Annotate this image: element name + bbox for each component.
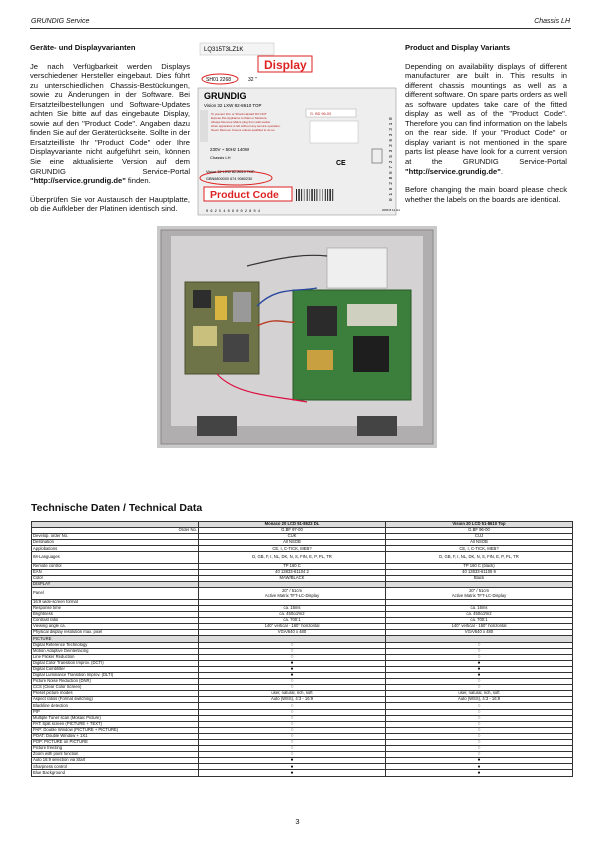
- row-label: Multiple Tuner scan (Mosaic Picture): [32, 715, 199, 721]
- row-label: DISPLAY: [32, 582, 199, 588]
- row-value-vision: G.BF 96-00: [386, 528, 573, 534]
- english-paragraph-2: Before changing the main board please check whether the labels on the boards are identical.: [405, 185, 567, 204]
- row-value-monaco: ●: [199, 666, 386, 672]
- row-value-vision: ○: [386, 752, 573, 758]
- row-value-monaco: ○: [199, 721, 386, 727]
- row-value-monaco: ○: [199, 679, 386, 685]
- row-value-vision: ○: [386, 642, 573, 648]
- sheet-code: SH01 2268: [206, 77, 232, 83]
- row-value-monaco: ○: [199, 740, 386, 746]
- serial-line-1: Vision 32 LXW 82-8610 TOP: [206, 170, 255, 174]
- german-column: [30, 43, 190, 223]
- row-value-monaco: ○: [199, 709, 386, 715]
- row-label: Applobations: [32, 546, 199, 552]
- technical-data-title: Technische Daten / Technical Data: [31, 502, 203, 514]
- row-value-monaco: ○: [199, 752, 386, 758]
- header-cell-monaco: Monaco 20 LCD 51-8622 DL: [199, 522, 386, 528]
- row-label: PIP: [32, 709, 199, 715]
- row-value-monaco: ●: [199, 770, 386, 776]
- row-label: Destination: [32, 540, 199, 546]
- technical-data-table: [31, 521, 573, 777]
- label-date: 2006 8 11 G1: [382, 208, 400, 212]
- row-label: Order No.: [32, 528, 199, 534]
- row-value-vision: ●: [386, 770, 573, 776]
- row-value-vision: ○: [386, 679, 573, 685]
- row-label: Digital Combfilter: [32, 666, 199, 672]
- row-value-vision: ○: [386, 715, 573, 721]
- ce-mark: CE: [336, 160, 346, 167]
- row-value-vision: Auto (WSS), 4:3 - 16:9: [386, 697, 573, 703]
- product-code-callout: Product Code: [210, 189, 279, 201]
- row-value-monaco: ●: [199, 672, 386, 678]
- row-value-vision: ca. 16ms: [386, 605, 573, 611]
- panel-code: LQ315T3LZ1K: [204, 47, 244, 53]
- row-value-monaco: CE, I, C-TICK, MEB?: [199, 546, 386, 552]
- row-value-vision: 140° vertical · 160° horizontal: [386, 624, 573, 630]
- row-label: POAT: Double Window + 1X1: [32, 733, 199, 739]
- row-value-monaco: VGA/640 x 480: [199, 630, 386, 636]
- row-value-vision: ○: [386, 654, 573, 660]
- row-label: Blue Background: [32, 770, 199, 776]
- row-label: Panel: [32, 588, 199, 600]
- row-value-monaco: 40 13833-61104 2: [199, 570, 386, 576]
- row-value-vision: ●: [386, 660, 573, 666]
- warning-line-2: Expose this Appliance to Rain or Moisture.: [211, 116, 268, 120]
- row-value-vision: Black: [386, 576, 573, 582]
- row-value-monaco: 140° vertical · 160° horizontal: [199, 624, 386, 630]
- row-value-vision: D, GB, F, I, NL, DK, N, S, FIN, E, P, PL, TR: [386, 552, 573, 564]
- row-value-vision: ○: [386, 703, 573, 709]
- english-paragraph-1: Depending on availability displays of different manufacturer are built in. This results in different chassis mountings as well as a different software. On spare parts orders as well as software updates take care of the fitted display as well as of the "Product Code". Therefore you can find information on the labels on the rear side. If your "Product Code" or display variant is not mentioned in the spare parts list please have look for a current version at the GRUNDIG Service-Portal "http://service.grundig.de".: [405, 61, 567, 176]
- english-column: [405, 43, 567, 213]
- row-value-monaco: ca. 16ms: [199, 605, 386, 611]
- row-value-monaco: ○: [199, 685, 386, 691]
- serial-line-2: GBN6800000 674 9080230: [206, 177, 253, 181]
- row-value-vision: ○: [386, 685, 573, 691]
- row-value-monaco: ○: [199, 654, 386, 660]
- table-row: [32, 588, 573, 600]
- warning-line-1: To prevent Fire or Shock Hazard DO NOT: [211, 112, 267, 116]
- row-value-vision: ○: [386, 746, 573, 752]
- row-value-monaco: ●: [199, 758, 386, 764]
- row-value-vision: 40 13833-61105 9: [386, 570, 573, 576]
- german-portal-link[interactable]: "http://service.grundig.de": [30, 176, 126, 186]
- row-value-monaco: All NSOB: [199, 540, 386, 546]
- row-label: Color: [32, 576, 199, 582]
- row-value-vision: ○: [386, 648, 573, 654]
- row-label: Blackline detection: [32, 703, 199, 709]
- row-value-monaco: ●: [199, 764, 386, 770]
- row-label: IM-Languages: [32, 552, 199, 564]
- german-heading: Geräte- und Displayvarianten: [30, 43, 136, 52]
- row-label: Sharpness control: [32, 764, 199, 770]
- sheet-code-tail: 32 ": [248, 77, 257, 83]
- row-value-monaco: ○: [199, 703, 386, 709]
- rear-label-image: [196, 41, 398, 217]
- barcode-digits: 0 6 2 5 4 0 9 0 0 2 8 0 4: [206, 210, 260, 214]
- row-value-vision: ○: [386, 733, 573, 739]
- row-value-vision: ○: [386, 709, 573, 715]
- header-cell-vision: Vision 20 LCD 51-8610 Top: [386, 522, 573, 528]
- table-row: [32, 770, 573, 776]
- english-heading: Product and Display Variants: [405, 43, 511, 52]
- row-value-monaco: ○: [199, 746, 386, 752]
- row-label: POP: PICTURE on PICTURE: [32, 740, 199, 746]
- power-rating: 230V ~ 50Hz 140W: [210, 147, 250, 152]
- row-value-monaco: user, natural, rich, soft: [199, 691, 386, 697]
- row-value-monaco: Auto (WSS), 4:3 - 16:9: [199, 697, 386, 703]
- row-value-monaco: ○: [199, 642, 386, 648]
- row-value-vision: CE, I, C-TICK, MEB?: [386, 546, 573, 552]
- row-value-vision: CUJ: [386, 534, 573, 540]
- row-label: CCS (Clear Color Screen): [32, 685, 199, 691]
- row-value-monaco: ○: [199, 648, 386, 654]
- row-label: Digital Luminance Transition Improv. (DLTI): [32, 672, 199, 678]
- model-name: Vision 32 LXW 82-8610 TOP: [204, 103, 262, 108]
- g-code: G. BD 96-00: [310, 112, 332, 116]
- row-label: Viewing angle ca.: [32, 624, 199, 630]
- english-portal-link[interactable]: "http://service.grundig.de": [405, 166, 501, 176]
- row-label: Aspect ratios (Format switching): [32, 697, 199, 703]
- row-value-vision: ○: [386, 740, 573, 746]
- row-value-vision: ●: [386, 666, 573, 672]
- row-label: Brightness: [32, 612, 199, 618]
- warning-line-3: Always Remove Mains plug from wall socket: [211, 120, 271, 124]
- page-number: 3: [295, 817, 300, 826]
- row-value-monaco: ca. 700:1: [199, 618, 386, 624]
- header-chassis: Chassis LH: [534, 18, 570, 25]
- german-paragraph-2: Überprüfen Sie vor Austausch der Hauptplatte, ob die Aufkleber der Platinen identisch sind.: [30, 194, 190, 214]
- row-label: Digital Reference Technology: [32, 642, 199, 648]
- row-value-monaco: ●: [199, 660, 386, 666]
- barcode: [296, 189, 333, 201]
- row-value-vision: user, natural, rich, soft: [386, 691, 573, 697]
- row-value-vision: ca. 450cd/m2: [386, 612, 573, 618]
- row-label: Physical display resolution max. pixel: [32, 630, 199, 636]
- row-label: Digital Color Transition Improv. (DCTI): [32, 660, 199, 666]
- row-value-monaco: ○: [199, 715, 386, 721]
- row-label: 16:9 wide-screen format: [32, 599, 199, 605]
- row-value-vision: ●: [386, 758, 573, 764]
- row-label: Picture Noise Reduction (DNR): [32, 679, 199, 685]
- row-label: Zoom with point function: [32, 752, 199, 758]
- warning-line-4: when apparatus is left without any service operation.: [211, 124, 281, 128]
- row-value-vision: 20" / 51cm Active Matrix TFT-LC-Display: [386, 588, 573, 600]
- row-value-vision: TP 160 C (black): [386, 563, 573, 569]
- row-label: PAP: Double Window (PICTURE + PICTURE): [32, 727, 199, 733]
- header-brand: GRUNDIG Service: [31, 18, 90, 25]
- row-label: Picture freezing: [32, 746, 199, 752]
- warning-line-5: Never Remove Covers unless qualified to do so.: [211, 128, 276, 132]
- row-value-monaco: 20" / 51cm Active Matrix TFT-LC-Display: [199, 588, 386, 600]
- row-value-vision: ca. 700:1: [386, 618, 573, 624]
- page-header: [30, 15, 571, 29]
- row-label: Motion Adaptive Deinterlacing: [32, 648, 199, 654]
- row-value-monaco: TP 160 C: [199, 563, 386, 569]
- row-value-monaco: ca. 450cd/m2: [199, 612, 386, 618]
- row-value-monaco: ○: [199, 733, 386, 739]
- row-value-vision: VGA/640 x 480: [386, 630, 573, 636]
- row-value-monaco: ○: [199, 727, 386, 733]
- row-label: Contrast ratio: [32, 618, 199, 624]
- row-label: Response time: [32, 605, 199, 611]
- row-value-monaco: D, GB, F, I, NL, DK, N, S, FIN, E, P, PL, TR: [199, 552, 386, 564]
- chassis-name: Chassis LH: [210, 155, 231, 160]
- row-value-vision: ●: [386, 672, 573, 678]
- display-callout: Display: [264, 58, 307, 72]
- board-photo: [157, 226, 437, 448]
- row-label: PICTURE: [32, 636, 199, 642]
- german-paragraph-1: Je nach Verfügbarkeit werden Displays verschiedener Hersteller eingebaut. Dies führt zu unterschiedlichen Chassis-Bestückungen, sowie zu Änderungen in der Software. Bei Ersatzteilbestellungen und Software-Updates achten Sie bitte auf das eingebaute Display, sowie auf den "Product Code". Angaben dazu finden Sie auf der Geräterückseite. Sollte in der Ersatzteilliste Ihr "Product Code" oder Ihre Displayvariante nicht aufgeführt sein, können Sie eine aktualisierte Version auf dem GRUNDIG Service-Portal "http://service.grundig.de" finden.: [30, 61, 190, 186]
- row-label: Preset picture modes: [32, 691, 199, 697]
- row-label: PAT: Split screen (PICTURE + TEXT): [32, 721, 199, 727]
- row-value-monaco: MAW/BLACK: [199, 576, 386, 582]
- side-code: 0 1 6 2 8 6 7 2 5 3 3 6 3 3 1 8: [389, 117, 394, 201]
- row-value-monaco: G.BF 97-00: [199, 528, 386, 534]
- row-label: Line Flicker Reduction: [32, 654, 199, 660]
- brand-name: GRUNDIG: [204, 91, 247, 101]
- row-value-vision: ○: [386, 727, 573, 733]
- row-label: Auto 16:9 selection via Start: [32, 758, 199, 764]
- row-label: EAN: [32, 570, 199, 576]
- table-row: [32, 552, 573, 564]
- row-value-vision: All NSOB: [386, 540, 573, 546]
- row-value-monaco: CUK: [199, 534, 386, 540]
- row-value-vision: ○: [386, 721, 573, 727]
- row-label: Develop. order No.: [32, 534, 199, 540]
- row-label: Remote control: [32, 563, 199, 569]
- row-value-vision: ●: [386, 764, 573, 770]
